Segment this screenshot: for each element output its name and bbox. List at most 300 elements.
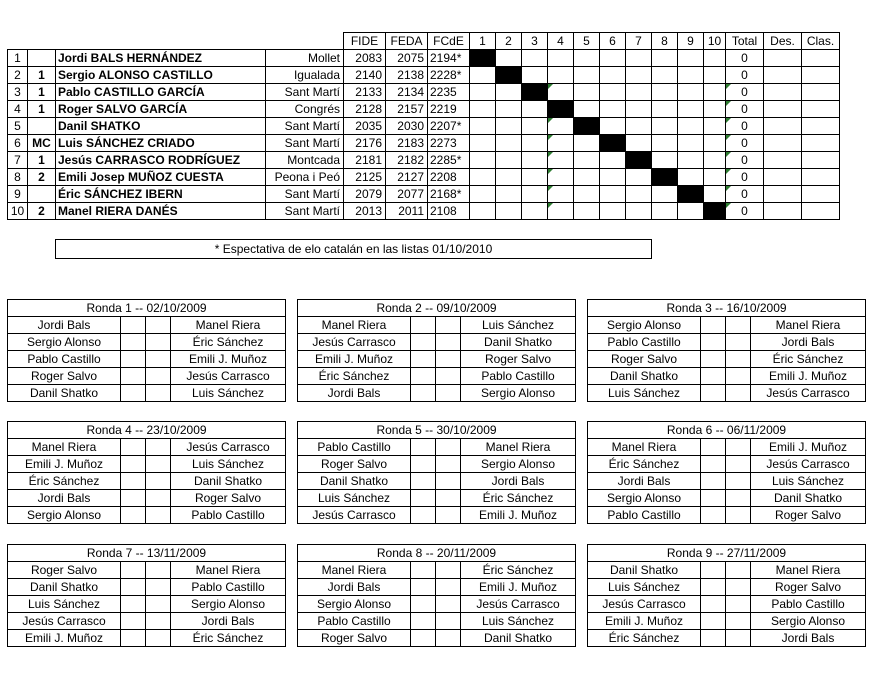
classification-cell (802, 118, 840, 135)
standings-table (7, 32, 840, 220)
pairing-row (298, 351, 576, 368)
white-player: Luis Sánchez (588, 579, 701, 596)
white-player: Roger Salvo (8, 562, 121, 579)
result-cell (626, 118, 652, 135)
result-cell (600, 118, 626, 135)
result-cell (600, 203, 626, 220)
result-cell (496, 152, 522, 169)
total-cell: 0 (726, 152, 764, 169)
white-player: Luis Sánchez (298, 490, 411, 507)
fcde-rating: 2194* (428, 50, 470, 67)
white-player: Manel Riera (8, 439, 121, 456)
result-cell (652, 135, 678, 152)
result-cell (496, 203, 522, 220)
pairing-row (298, 439, 576, 456)
result-cell (470, 101, 496, 118)
result-cell (704, 169, 726, 186)
white-score (411, 439, 436, 456)
black-player: Luis Sánchez (751, 473, 866, 490)
result-cell (496, 50, 522, 67)
round-table (7, 544, 286, 647)
white-score (701, 317, 726, 334)
fcde-rating: 2285* (428, 152, 470, 169)
result-cell (574, 50, 600, 67)
black-player: Éric Sánchez (461, 562, 576, 579)
white-score (411, 562, 436, 579)
pairing-row (298, 579, 576, 596)
round-title: Ronda 4 -- 23/10/2009 (8, 422, 286, 439)
total-cell: 0 (726, 186, 764, 203)
diagonal-cell (652, 169, 678, 186)
white-score (121, 317, 146, 334)
total-cell: 0 (726, 118, 764, 135)
header-cell: FIDE (344, 33, 386, 50)
feda-rating: 2127 (386, 169, 428, 186)
comment-marker-cell (548, 169, 574, 186)
classification-cell (802, 84, 840, 101)
result-cell (470, 152, 496, 169)
result-cell (522, 118, 548, 135)
result-cell (574, 152, 600, 169)
header-cell: Total (726, 33, 764, 50)
black-score (436, 334, 461, 351)
black-player: Sergio Alonso (461, 456, 576, 473)
white-score (701, 334, 726, 351)
result-cell (522, 101, 548, 118)
fide-rating: 2083 (344, 50, 386, 67)
player-name: Éric SÁNCHEZ IBERN (56, 186, 266, 203)
white-score (701, 579, 726, 596)
white-score (411, 368, 436, 385)
black-player: Jesús Carrasco (171, 368, 286, 385)
player-club: Peona i Peó (266, 169, 344, 186)
white-player: Pablo Castillo (298, 613, 411, 630)
header-spacer (56, 33, 266, 50)
rank-number: 8 (8, 169, 28, 186)
result-cell (522, 50, 548, 67)
fide-rating: 2140 (344, 67, 386, 84)
white-player: Pablo Castillo (588, 334, 701, 351)
round-title: Ronda 7 -- 13/11/2009 (8, 545, 286, 562)
black-score (726, 562, 751, 579)
result-cell (652, 186, 678, 203)
player-name: Emili Josep MUÑOZ CUESTA (56, 169, 266, 186)
black-player: Emili J. Muñoz (171, 351, 286, 368)
player-club: Sant Martí (266, 84, 344, 101)
result-cell (704, 186, 726, 203)
black-player: Manel Riera (751, 562, 866, 579)
white-score (121, 630, 146, 647)
classification-cell (802, 135, 840, 152)
result-cell (496, 186, 522, 203)
rank-number: 7 (8, 152, 28, 169)
black-score (146, 385, 171, 402)
black-player: Éric Sánchez (461, 490, 576, 507)
pairing-row (588, 613, 866, 630)
black-player: Pablo Castillo (751, 596, 866, 613)
feda-rating: 2134 (386, 84, 428, 101)
diagonal-cell (704, 203, 726, 220)
header-spacer (8, 33, 28, 50)
tiebreak-cell (764, 135, 802, 152)
pairing-row (298, 613, 576, 630)
white-player: Jesús Carrasco (298, 507, 411, 524)
white-score (411, 613, 436, 630)
round-table (7, 299, 286, 402)
player-row (8, 118, 840, 135)
player-tag: 2 (28, 169, 56, 186)
white-player: Sergio Alonso (298, 596, 411, 613)
pairing-row (8, 385, 286, 402)
rank-number: 6 (8, 135, 28, 152)
white-score (121, 562, 146, 579)
result-cell (470, 135, 496, 152)
black-player: Roger Salvo (461, 351, 576, 368)
pairing-row (588, 317, 866, 334)
black-player: Jordi Bals (461, 473, 576, 490)
fcde-rating: 2208 (428, 169, 470, 186)
header-spacer (266, 33, 344, 50)
result-cell (522, 67, 548, 84)
diagonal-cell (574, 118, 600, 135)
black-player: Emili J. Muñoz (751, 368, 866, 385)
player-row (8, 50, 840, 67)
black-score (726, 368, 751, 385)
black-score (146, 613, 171, 630)
white-score (121, 456, 146, 473)
pairing-row (298, 630, 576, 647)
pairing-row (588, 351, 866, 368)
result-cell (574, 135, 600, 152)
player-name: Sergio ALONSO CASTILLO (56, 67, 266, 84)
result-cell (574, 186, 600, 203)
pairing-row (298, 385, 576, 402)
black-score (726, 334, 751, 351)
total-cell: 0 (726, 135, 764, 152)
black-score (436, 351, 461, 368)
tiebreak-cell (764, 118, 802, 135)
white-score (121, 613, 146, 630)
fcde-rating: 2108 (428, 203, 470, 220)
white-score (411, 473, 436, 490)
player-name: Danil SHATKO (56, 118, 266, 135)
player-name: Jesús CARRASCO RODRÍGUEZ (56, 152, 266, 169)
feda-rating: 2075 (386, 50, 428, 67)
black-score (436, 456, 461, 473)
black-player: Jordi Bals (751, 630, 866, 647)
white-score (701, 456, 726, 473)
white-score (121, 473, 146, 490)
player-club: Sant Martí (266, 135, 344, 152)
player-row (8, 152, 840, 169)
white-player: Manel Riera (298, 317, 411, 334)
black-player: Danil Shatko (171, 473, 286, 490)
header-cell: 9 (678, 33, 704, 50)
result-cell (574, 169, 600, 186)
black-score (146, 562, 171, 579)
black-score (146, 579, 171, 596)
white-player: Éric Sánchez (8, 473, 121, 490)
result-cell (626, 186, 652, 203)
tiebreak-cell (764, 50, 802, 67)
white-score (121, 351, 146, 368)
feda-rating: 2182 (386, 152, 428, 169)
pairing-row (8, 630, 286, 647)
black-score (146, 368, 171, 385)
pairing-row (8, 439, 286, 456)
result-cell (600, 152, 626, 169)
white-player: Roger Salvo (298, 630, 411, 647)
white-player: Danil Shatko (588, 368, 701, 385)
pairing-row (8, 456, 286, 473)
white-score (121, 368, 146, 385)
result-cell (678, 84, 704, 101)
round-table (587, 299, 866, 402)
black-score (436, 630, 461, 647)
black-player: Luis Sánchez (461, 613, 576, 630)
result-cell (652, 118, 678, 135)
pairing-row (588, 334, 866, 351)
header-cell: 7 (626, 33, 652, 50)
classification-cell (802, 203, 840, 220)
player-tag: MC (28, 135, 56, 152)
pairing-row (8, 579, 286, 596)
black-player: Emili J. Muñoz (461, 507, 576, 524)
diagonal-cell (600, 135, 626, 152)
player-club: Mollet (266, 50, 344, 67)
result-cell (678, 101, 704, 118)
result-cell (652, 84, 678, 101)
header-cell: 10 (704, 33, 726, 50)
pairing-row (8, 562, 286, 579)
pairing-row (298, 490, 576, 507)
pairing-row (588, 385, 866, 402)
black-score (146, 490, 171, 507)
fide-rating: 2181 (344, 152, 386, 169)
white-player: Jordi Bals (8, 317, 121, 334)
white-score (121, 334, 146, 351)
round-table (587, 544, 866, 647)
white-score (701, 596, 726, 613)
result-cell (548, 50, 574, 67)
fide-rating: 2079 (344, 186, 386, 203)
white-player: Danil Shatko (8, 385, 121, 402)
white-score (411, 579, 436, 596)
player-row (8, 169, 840, 186)
player-row (8, 135, 840, 152)
black-score (436, 596, 461, 613)
white-score (121, 490, 146, 507)
black-score (726, 456, 751, 473)
white-score (121, 385, 146, 402)
tiebreak-cell (764, 84, 802, 101)
black-player: Éric Sánchez (171, 630, 286, 647)
pairing-row (588, 596, 866, 613)
white-player: Roger Salvo (8, 368, 121, 385)
black-player: Roger Salvo (751, 579, 866, 596)
black-score (436, 562, 461, 579)
player-row (8, 203, 840, 220)
header-spacer (28, 33, 56, 50)
rank-number: 3 (8, 84, 28, 101)
white-player: Emili J. Muñoz (298, 351, 411, 368)
header-cell: 5 (574, 33, 600, 50)
white-score (701, 630, 726, 647)
player-tag: 1 (28, 67, 56, 84)
black-score (436, 473, 461, 490)
rank-number: 5 (8, 118, 28, 135)
black-score (726, 439, 751, 456)
round-table (587, 421, 866, 524)
pairing-row (8, 351, 286, 368)
result-cell (470, 186, 496, 203)
black-player: Jesús Carrasco (171, 439, 286, 456)
total-cell: 0 (726, 101, 764, 118)
black-score (726, 317, 751, 334)
result-cell (496, 118, 522, 135)
black-player: Pablo Castillo (461, 368, 576, 385)
black-player: Danil Shatko (461, 630, 576, 647)
black-score (146, 596, 171, 613)
white-score (121, 596, 146, 613)
player-club: Sant Martí (266, 203, 344, 220)
black-score (146, 351, 171, 368)
white-player: Jesús Carrasco (298, 334, 411, 351)
tiebreak-cell (764, 67, 802, 84)
result-cell (626, 169, 652, 186)
header-cell: 2 (496, 33, 522, 50)
player-club: Montcada (266, 152, 344, 169)
result-cell (678, 118, 704, 135)
round-title: Ronda 3 -- 16/10/2009 (588, 300, 866, 317)
black-player: Danil Shatko (461, 334, 576, 351)
result-cell (496, 101, 522, 118)
total-cell: 0 (726, 84, 764, 101)
total-cell: 0 (726, 50, 764, 67)
black-player: Jesús Carrasco (751, 385, 866, 402)
black-player: Jesús Carrasco (751, 456, 866, 473)
classification-cell (802, 152, 840, 169)
black-player: Jordi Bals (751, 334, 866, 351)
fcde-rating: 2235 (428, 84, 470, 101)
player-name: Pablo CASTILLO GARCÍA (56, 84, 266, 101)
result-cell (678, 67, 704, 84)
classification-cell (802, 186, 840, 203)
player-row (8, 186, 840, 203)
black-score (726, 351, 751, 368)
white-score (411, 334, 436, 351)
fcde-rating: 2228* (428, 67, 470, 84)
black-score (726, 385, 751, 402)
round-title: Ronda 1 -- 02/10/2009 (8, 300, 286, 317)
pairing-row (588, 473, 866, 490)
black-score (726, 490, 751, 507)
player-row (8, 101, 840, 118)
black-player: Manel Riera (171, 317, 286, 334)
result-cell (496, 84, 522, 101)
black-score (726, 579, 751, 596)
player-row (8, 67, 840, 84)
black-score (146, 334, 171, 351)
total-cell: 0 (726, 203, 764, 220)
white-player: Luis Sánchez (8, 596, 121, 613)
fide-rating: 2035 (344, 118, 386, 135)
white-score (701, 385, 726, 402)
pairing-row (298, 562, 576, 579)
black-player: Luis Sánchez (171, 385, 286, 402)
result-cell (522, 203, 548, 220)
result-cell (652, 152, 678, 169)
white-score (411, 385, 436, 402)
fcde-rating: 2168* (428, 186, 470, 203)
black-score (146, 317, 171, 334)
pairing-row (8, 596, 286, 613)
pairing-row (8, 317, 286, 334)
black-player: Sergio Alonso (751, 613, 866, 630)
pairing-row (588, 439, 866, 456)
white-player: Sergio Alonso (588, 317, 701, 334)
feda-rating: 2138 (386, 67, 428, 84)
white-player: Manel Riera (298, 562, 411, 579)
white-player: Roger Salvo (298, 456, 411, 473)
result-cell (626, 67, 652, 84)
player-tag (28, 50, 56, 67)
pairing-row (588, 456, 866, 473)
player-tag (28, 186, 56, 203)
result-cell (626, 203, 652, 220)
result-cell (496, 135, 522, 152)
black-player: Emili J. Muñoz (751, 439, 866, 456)
white-player: Manel Riera (588, 439, 701, 456)
result-cell (704, 84, 726, 101)
result-cell (704, 118, 726, 135)
black-player: Sergio Alonso (171, 596, 286, 613)
total-cell: 0 (726, 169, 764, 186)
player-row (8, 84, 840, 101)
feda-rating: 2030 (386, 118, 428, 135)
white-score (701, 507, 726, 524)
diagonal-cell (522, 84, 548, 101)
white-player: Roger Salvo (588, 351, 701, 368)
result-cell (600, 169, 626, 186)
player-club: Sant Martí (266, 118, 344, 135)
result-cell (470, 67, 496, 84)
pairing-row (298, 334, 576, 351)
black-player: Sergio Alonso (461, 385, 576, 402)
white-score (701, 473, 726, 490)
black-player: Jordi Bals (171, 613, 286, 630)
feda-rating: 2077 (386, 186, 428, 203)
result-cell (704, 67, 726, 84)
white-player: Emili J. Muñoz (8, 456, 121, 473)
tiebreak-cell (764, 101, 802, 118)
result-cell (652, 101, 678, 118)
result-cell (574, 84, 600, 101)
result-cell (548, 67, 574, 84)
fide-rating: 2133 (344, 84, 386, 101)
result-cell (704, 101, 726, 118)
white-player: Jesús Carrasco (588, 596, 701, 613)
pairing-row (298, 456, 576, 473)
round-table (297, 299, 576, 402)
black-score (726, 630, 751, 647)
player-name: Roger SALVO GARCÍA (56, 101, 266, 118)
elo-footnote: * Espectativa de elo catalán en las listas 01/10/2010 (55, 239, 652, 259)
player-tag (28, 118, 56, 135)
tiebreak-cell (764, 186, 802, 203)
player-club: Igualada (266, 67, 344, 84)
classification-cell (802, 67, 840, 84)
